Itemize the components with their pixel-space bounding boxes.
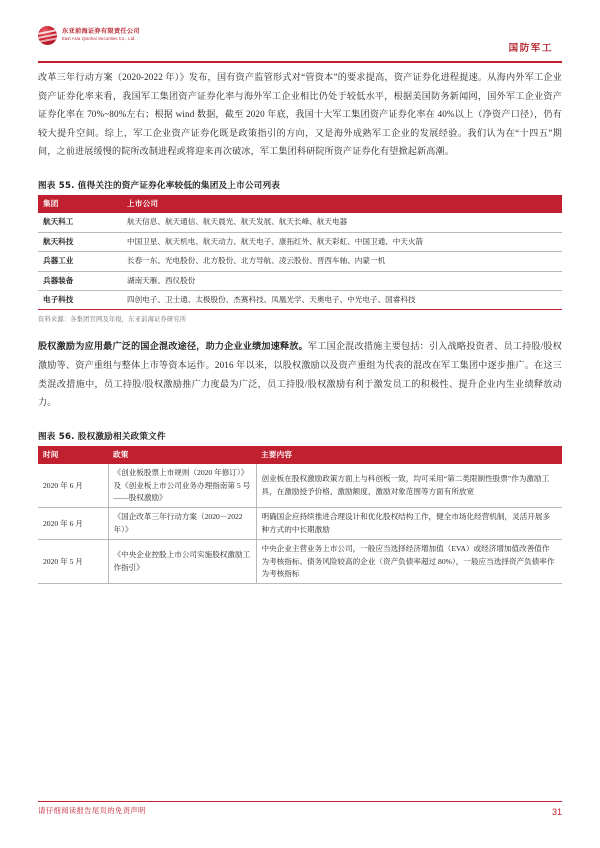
- cell-time: 2020 年 6 月: [38, 464, 108, 508]
- spacer: [38, 323, 562, 337]
- cell-content: 创业板在股权激励政策方面上与科创板一致，均可采用“第二类限制性股票”作为激励工具，在激励授予价格、激励额度、激励对象范围等方面有所放宽: [256, 464, 562, 508]
- figure-55-table-body: [38, 213, 562, 310]
- footer-disclaimer: 请仔细阅读报告尾页的免责声明: [38, 806, 146, 815]
- page-content: [38, 68, 562, 584]
- column-header-listed-companies: 上市公司: [122, 195, 562, 213]
- table-row: [38, 271, 562, 290]
- cell-group: 兵器装备: [38, 271, 122, 290]
- cell-group: 航天科工: [38, 213, 122, 232]
- cell-companies: 四创电子、卫士通、太极股份、杰赛科技、凤凰光学、天奥电子、中光电子、国睿科技: [122, 291, 562, 310]
- company-logo: [38, 26, 140, 45]
- figure-56: [38, 430, 562, 585]
- figure-56-title: 图表 56. 股权激励相关政策文件: [38, 431, 166, 442]
- figure-55-table: [38, 195, 562, 310]
- page-header: [0, 0, 600, 62]
- figure-56-table-body: [38, 464, 562, 584]
- cell-policy: 《创业板股票上市规则（2020 年修订）》及《创业板上市公司业务办理指南第 5 号——股权激励》: [108, 464, 256, 508]
- header-divider: [38, 61, 562, 63]
- page-number: 31: [551, 807, 562, 817]
- cell-policy: 《国企改革三年行动方案（2020－2022 年）》: [108, 508, 256, 540]
- globe-stripes-logo-icon: [38, 26, 57, 45]
- paragraph-lead-sentence: 股权激励为应用最广泛的国企混改途径，助力企业业绩加速释放。: [38, 341, 308, 352]
- cell-time: 2020 年 5 月: [38, 540, 108, 584]
- cell-group: 兵器工业: [38, 252, 122, 271]
- paragraph-asset-securitization: 改革三年行动方案（2020-2022 年）》发布，国有资产监管形式对“管资本”的要求提高，资产证券化进程提速。从海内外军工企业资产证券化率来看，我国军工集团资产证券化率与海外军工企业相比仍处于较低水平，根据美国防务新闻网，国外军工企业资产证券化率在 70%~80%左右；根据 wind 数据，截至 2020 年底，我国十大军工集团资产证券化率在 40%以上（净资产口径），仍有较大提升空间。综上，军工企业资产证券化既是政策指引的方向，又是海外成熟军工企业的发展经验。我们认为在“十四五”期间，之前进展缓慢的院所改制进程或将迎来再次破冰，军工集团科研院所资产证券化有望掀起新高潮。: [38, 72, 562, 157]
- table-row: [38, 252, 562, 271]
- table-header-row: [38, 195, 562, 213]
- table-row: [38, 232, 562, 251]
- cell-policy: 《中央企业控股上市公司实施股权激励工作指引》: [108, 540, 256, 584]
- table-header-row: [38, 446, 562, 464]
- industry-title: 国防军工: [508, 43, 553, 54]
- figure-55: [38, 179, 562, 323]
- cell-group: 电子科技: [38, 291, 122, 310]
- figure-55-source: 资料来源：各集团官网及年报，东亚前海证券研究所: [38, 316, 187, 324]
- figure-56-table: [38, 446, 562, 585]
- column-header-time: 时间: [38, 446, 108, 464]
- table-row: [38, 464, 562, 508]
- figure-55-table-wrap: [38, 195, 562, 310]
- cell-companies: 长春一东、光电股份、北方股份、北方导航、凌云股份、晋西车轴、内蒙一机: [122, 252, 562, 271]
- spacer: [38, 412, 562, 430]
- footer-divider: [38, 801, 562, 802]
- cell-content: 明确国企应持续推进合理设计和优化股权结构工作，健全市场化经营机制，灵活开展多种方式的中长期激励: [256, 508, 562, 540]
- logo-company-name-en: East Asia Qianhai Securities Co., Ltd.: [62, 36, 136, 42]
- paragraph-body-sentence: 军工国企混改措施主要包括：引入战略投资者、员工持股/股权激励等、资产重组与整体上市等资本运作。2016 年以来，以股权激励以及资产重组为代表的混改在军工集团中逐步推广。在这三类混改措施中，员工持股/股权激励推广力度最为广泛，员工持股/股权激励有利于激发员工的积极性、提升企业内生业绩释放动力。: [38, 341, 562, 408]
- paragraph-equity-incentive: [38, 337, 562, 411]
- cell-companies: 中国卫星、航天机电、航天动力、航天电子、康拓红外、航天彩虹、中国卫通、中天火箭: [122, 232, 562, 251]
- cell-time: 2020 年 6 月: [38, 508, 108, 540]
- cell-companies: 航天信息、航天通信、航天晨光、航天发展、航天长峰、航天电器: [122, 213, 562, 232]
- logo-company-name-cn: 东亚前海证券有限责任公司: [62, 28, 140, 36]
- table-row: [38, 540, 562, 584]
- cell-group: 航天科技: [38, 232, 122, 251]
- figure-55-title: 图表 55. 值得关注的资产证券化率较低的集团及上市公司列表: [38, 180, 281, 191]
- cell-content: 中央企业主营业务上市公司，一般应当选择经济增加值（EVA）或经济增加值改善值作为考核指标。债务风险较高的企业（资产负债率超过 80%），一般应当选择资产负债率作为考核指标: [256, 540, 562, 584]
- table-row: [38, 508, 562, 540]
- table-row: [38, 213, 562, 232]
- cell-companies: 湖南天雁、西仪股份: [122, 271, 562, 290]
- column-header-policy: 政策: [108, 446, 256, 464]
- column-header-main-content: 主要内容: [256, 446, 562, 464]
- column-header-group: 集团: [38, 195, 122, 213]
- logo-text-block: [62, 29, 140, 41]
- table-row: [38, 291, 562, 310]
- spacer: [38, 161, 562, 179]
